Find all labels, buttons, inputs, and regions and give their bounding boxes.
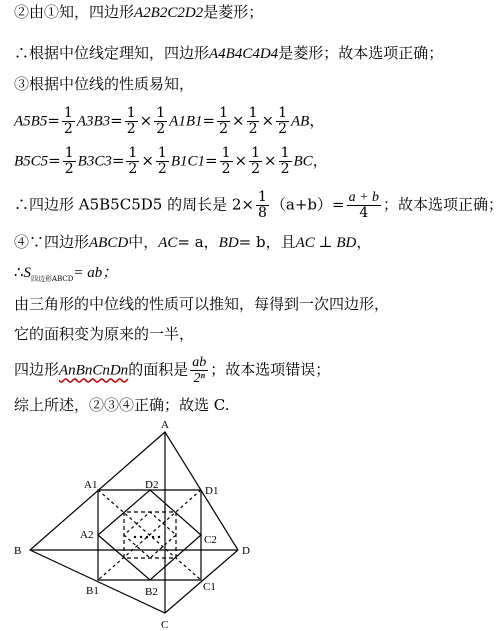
text-line-5: B5C5= $\frac{1}{2}$ B3C3= $\frac{1}{2}$ × $\frac{1}{2}$ B1C1= $\frac{1}{2}$ × $\frac{1}{2}$ × $\frac{1}{2}$ BC， [14,145,328,177]
text-line-11: 四边形AnBnCnDn的面积是 $\frac{ab}{\text{2ⁿ}}$ ；故本选项错误； [14,355,331,386]
label-B1: B1 [86,585,99,597]
text-line-12: 综上所述，②③④正确；故选 C. [14,396,230,414]
text-line-10: 它的面积变为原来的一半， [14,325,195,343]
label-B: B [14,545,22,557]
label-C1: C1 [203,581,216,593]
label-D: D [242,545,250,557]
text-line-6: ∴四边形 A5B5C5D5 的周长是 2× $\frac{1}{8}$ （a+b）= $\frac{a + b}{4}$ ；故本选项正确； [14,189,503,221]
var-a2b2c2d2: A2B2C2D2 [134,5,204,21]
text-line-3: ③根据中位线的性质易知， [14,75,195,93]
var-anbncndn: AnBnCnDn [59,362,129,379]
text-line-9: 由三角形的中位线的性质可以推知，每得到一次四边形， [14,295,390,313]
fraction-half: $\frac{1}{2}$ [63,105,73,137]
text-line-8: $\therefore S_{四边形ABCD}=$ ab； [14,263,118,283]
label-B2: B2 [145,586,158,598]
label-C: C [161,619,169,631]
text-line-4: A5B5= $\frac{1}{2}$ A3B3= $\frac{1}{2}$ × $\frac{1}{2}$ A1B1= $\frac{1}{2}$ × $\frac{1}{2}$ × $\frac{1}{2}$ AB， [14,105,325,137]
geometry-figure [0,420,487,631]
label-D2: D2 [145,479,159,491]
label-A1: A1 [84,479,98,491]
text-line-7: ④∵四边形ABCD中，AC= a，BD= b，且AC ⊥ BD， [14,233,372,251]
text-line-2: ∴根据中位线定理知，四边形A4B4C4D4是菱形；故本选项正确； [14,44,444,62]
label-A: A [161,419,169,431]
label-D1: D1 [205,485,219,497]
var-a4b4c4d4: A4B4C4D4 [209,46,279,62]
label-A2: A2 [80,529,94,541]
text-line-1: ②由①知，四边形A2B2C2D2是菱形； [14,3,264,21]
label-C2: C2 [204,534,217,546]
